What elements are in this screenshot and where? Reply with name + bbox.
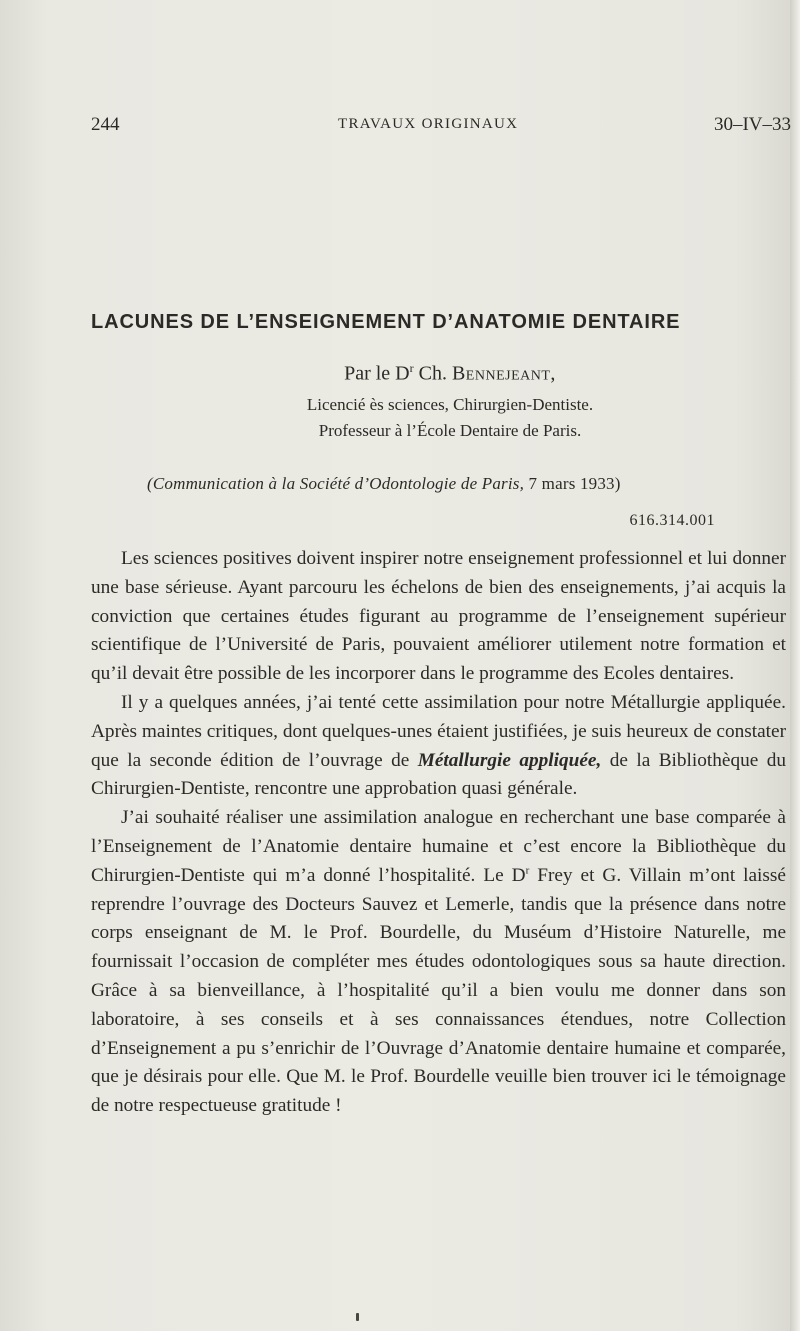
article-title: LACUNES DE L’ENSEIGNEMENT D’ANATOMIE DENTAIRE — [91, 311, 681, 333]
p2-text-b: de la Bibliothèque du Chirurgien-Dentiste, rencontre une approbation quasi générale. — [91, 749, 787, 800]
communication-text: (Communication à la Société d’Odontologie de Paris, — [147, 474, 525, 493]
author-credential-1: Licencié ès sciences, Chirurgien-Dentiste. — [306, 395, 594, 414]
paragraph-1: Les sciences positives doivent inspirer notre enseignement professionnel et lui donner une base sérieuse. Ayant parcouru les échelons de bien des enseignements, j’ai acquis la conviction que certaines études figurant au programme de l’enseignement supérieur scientifique de l’Université de Paris, pouvaient améliorer utilement notre formation et qu’il devait être possible de les incorporer dans le programme des Ecoles dentaires. — [91, 548, 786, 685]
page-number: 244 — [91, 114, 120, 135]
author-credential-2: Professeur à l’École Dentaire de Paris. — [318, 421, 582, 440]
paragraph-2 — [91, 689, 786, 804]
communication-date: 7 mars 1933) — [524, 474, 621, 493]
author-line — [0, 361, 800, 386]
communication-note — [147, 474, 621, 494]
p3-text-b: Frey et G. Villain m’ont laissé reprendre l’ouvrage des Docteurs Sauvez et Lemerle, tandis que la présence dans notre corps enseignant de M. le Prof. Bourdelle, du Muséum d’Histoire Naturelle, me fournissait l’occasion de compléter mes études odontologiques sous sa haute direction. Grâce à sa bienveillance, à l’hospitalité qu’il a bien voulu me donner dans son laboratoire, à ses conseils et à ses connaissances étendues, notre Collection d’Enseignement a pu s’enrichir de l’Ouvrage d’Anatomie dentaire humaine et comparée, que je désirais pour elle. Que M. le Prof. Bourdelle veuille bien trouver ici le témoignage de notre respectueuse gratitude ! — [91, 864, 786, 1117]
issue-date: 30–IV–33 — [713, 114, 791, 135]
book-title-emphasis: Métallurgie appliquée, — [417, 749, 602, 771]
print-speck — [356, 1313, 359, 1321]
paragraph-3 — [91, 804, 786, 1121]
article-body — [91, 545, 786, 1121]
author-surname: Bennejeant, — [451, 362, 556, 385]
classification-code: 616.314.001 — [629, 512, 715, 529]
page-edge — [790, 0, 800, 1331]
p3-text-a: J’ai souhaité réaliser une assimilation analogue en recherchant une base comparée à l’Enseignement de l’Anatomie dentaire humaine et c’est encore la Bibliothèque du Chirurgien-Dentiste qui m’a donné l’hospitalité. Le D — [91, 807, 786, 886]
author-name: Ch. — [413, 362, 452, 385]
running-title: TRAVAUX ORIGINAUX — [338, 116, 519, 132]
running-header — [91, 114, 791, 140]
author-prefix: Par le D — [344, 362, 410, 385]
p2-text-a: Il y a quelques années, j’ai tenté cette assimilation pour notre Métallurgie appliquée. Après maintes critiques, dont quelques-unes étaient justifiées, je suis heureux de constater que la seconde édition de l’ouvrage de — [91, 691, 786, 771]
author-title-sup: r — [409, 361, 414, 375]
p3-sup: r — [525, 864, 530, 877]
